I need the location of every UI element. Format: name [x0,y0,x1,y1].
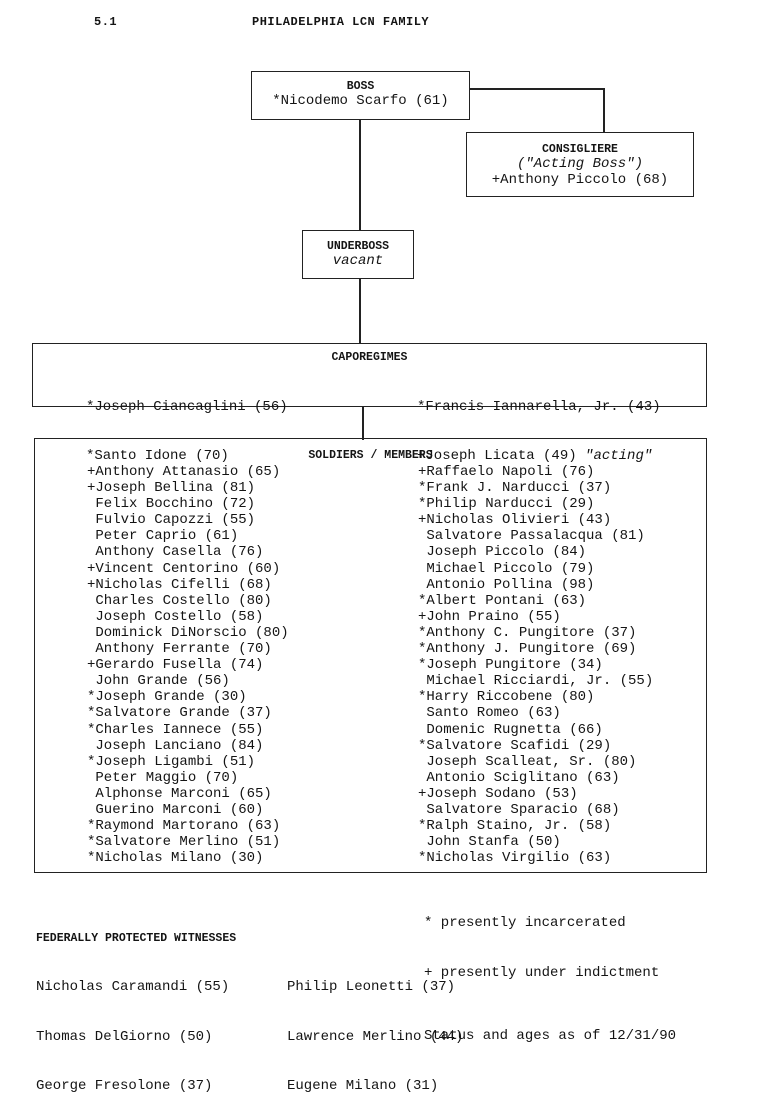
soldier-name: +Joseph Sodano (53) [418,785,578,802]
capo-name-text: +Joseph Licata (49) [417,448,577,465]
soldier-name: Domenic Rugnetta (66) [418,721,603,738]
soldiers-left-list [87,464,289,866]
boss-box [251,71,470,120]
soldier-name: Michael Piccolo (79) [418,560,595,577]
soldier-name: *Albert Pontani (63) [418,592,587,609]
soldier-name: John Grande (56) [87,673,230,690]
soldiers-box [34,438,707,873]
soldier-name: Anthony Ferrante (70) [87,641,272,658]
legend-incarcerated: * presently incarcerated [424,915,626,931]
soldier-name: *Anthony C. Pungitore (37) [418,624,637,641]
soldier-name: *Salvatore Grande (37) [87,705,272,722]
soldier-name: +Nicholas Cifelli (68) [87,576,272,593]
consigliere-name: +Anthony Piccolo (68) [491,172,669,188]
soldier-name: +Anthony Attanasio (65) [87,464,281,480]
soldier-name: *Philip Narducci (29) [418,496,595,513]
soldier-name: *Raymond Martorano (63) [87,818,281,835]
status-footnote: Status and ages as of 12/31/90 [424,1028,677,1044]
soldier-name: Joseph Piccolo (84) [418,544,587,561]
page-title: PHILADELPHIA LCN FAMILY [252,15,430,29]
capos-to-soldiers [362,406,364,440]
consigliere-title: CONSIGLIERE [542,143,618,156]
acting-note: "acting" [585,448,653,465]
underboss-title: UNDERBOSS [326,240,390,253]
underboss-name: vacant [332,253,384,269]
soldier-name: Joseph Lanciano (84) [87,737,264,754]
soldier-name: *Harry Riccobene (80) [418,689,595,706]
caporegimes-title: CAPOREGIMES [331,351,408,364]
soldier-name: Dominick DiNorscio (80) [87,624,289,641]
soldier-name: *Ralph Staino, Jr. (58) [418,818,612,835]
soldier-name: Guerino Marconi (60) [87,801,264,818]
soldiers-right-list [418,464,653,866]
boss-to-consigliere-v [603,88,605,133]
underboss-box [302,230,414,279]
soldier-name: *Joseph Ligambi (51) [87,753,256,770]
soldier-name: Alphonse Marconi (65) [87,785,272,802]
soldier-name: *Joseph Pungitore (34) [418,657,603,674]
capo-name: *Santo Idone (70) [86,448,229,465]
soldiers-title: SOLDIERS / MEMBERS [308,449,433,462]
boss-to-consigliere-h [469,88,605,90]
witness-name: George Fresolone (37) [36,1078,213,1094]
witnesses-left-list [36,946,229,1111]
witness-name: Eugene Milano (31) [287,1078,439,1094]
soldier-name: Charles Costello (80) [87,592,272,609]
soldier-name: Joseph Costello (58) [87,608,264,625]
witnesses-title: FEDERALLY PROTECTED WITNESSES [36,932,237,945]
soldier-name: Antonio Pollina (98) [418,576,595,593]
witness-name: Nicholas Caramandi (55) [36,979,230,995]
soldier-name: *Joseph Grande (30) [87,689,247,706]
soldier-name: *Salvatore Scafidi (29) [418,737,612,754]
soldier-name: Salvatore Passalacqua (81) [418,528,645,545]
soldier-name: +John Praino (55) [418,608,561,625]
soldier-name: *Charles Iannece (55) [87,721,264,738]
soldier-name: Peter Caprio (61) [87,528,239,545]
underboss-to-capos [359,278,361,344]
soldier-name: *Frank J. Narducci (37) [418,480,612,497]
consigliere-note: ("Acting Boss") [516,156,644,172]
witness-name: Philip Leonetti (37) [287,979,456,995]
soldier-name: Joseph Scalleat, Sr. (80) [418,753,637,770]
soldier-name: *Salvatore Merlino (51) [87,834,281,851]
boss-to-underboss [359,119,361,231]
soldier-name: *Nicholas Milano (30) [87,850,264,867]
consigliere-box [466,132,694,197]
soldier-name: Michael Ricciardi, Jr. (55) [418,673,654,690]
soldier-name: *Anthony J. Pungitore (69) [418,641,637,658]
section-number: 5.1 [94,15,118,29]
soldier-name: John Stanfa (50) [418,834,561,851]
soldier-name: Salvatore Sparacio (68) [418,801,620,818]
soldier-name: Peter Maggio (70) [87,769,239,786]
soldier-name: Anthony Casella (76) [87,544,264,561]
soldier-name: Antonio Sciglitano (63) [418,769,620,786]
witness-name: Lawrence Merlino (44) [287,1028,464,1045]
capo-name: *Joseph Ciancaglini (56) [86,399,288,415]
soldier-name: +Gerardo Fusella (74) [87,657,264,674]
soldier-name: Fulvio Capozzi (55) [87,512,256,529]
boss-title: BOSS [346,80,375,93]
soldier-name: Santo Romeo (63) [418,705,561,722]
boss-name: *Nicodemo Scarfo (61) [272,93,449,109]
witness-name: Thomas DelGiorno (50) [36,1028,213,1045]
soldier-name: +Raffaelo Napoli (76) [418,464,595,480]
soldier-name: +Joseph Bellina (81) [87,480,256,497]
legend-indictment: + presently under indictment [424,964,660,981]
soldier-name: +Nicholas Olivieri (43) [418,512,612,529]
soldier-name: Felix Bocchino (72) [87,496,256,513]
soldier-name: +Vincent Centorino (60) [87,560,281,577]
capo-name: *Francis Iannarella, Jr. (43) [417,399,661,415]
soldier-name: *Nicholas Virgilio (63) [418,850,612,867]
